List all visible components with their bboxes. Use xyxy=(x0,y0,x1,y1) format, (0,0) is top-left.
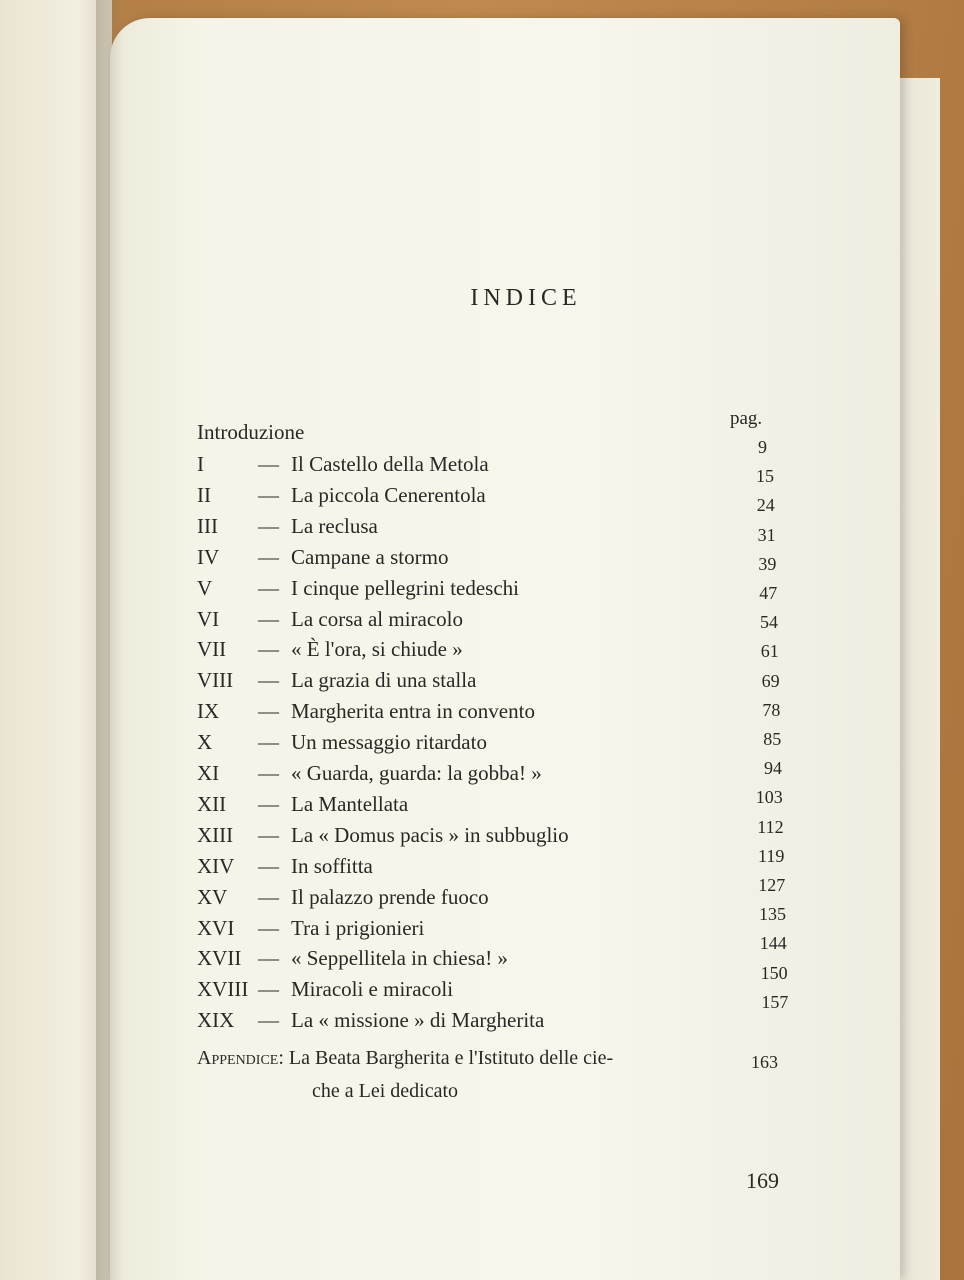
chapter-dash: — xyxy=(258,853,279,878)
chapter-title: Il palazzo prende fuoco xyxy=(291,884,489,909)
chapter-title: « Seppellitela in chiesa! » xyxy=(291,946,508,971)
chapter-dash: — xyxy=(258,946,279,971)
chapter-title: « È l'ora, si chiude » xyxy=(291,637,463,662)
chapter-title: La reclusa xyxy=(291,513,378,538)
toc-page-number: 135 xyxy=(759,904,786,925)
book-gutter xyxy=(96,0,124,1280)
chapter-number: XIV xyxy=(197,853,235,878)
chapter-title: Tra i prigionieri xyxy=(291,915,425,940)
chapter-title: Miracoli e miracoli xyxy=(291,977,454,1002)
toc-page-number: 9 xyxy=(758,437,767,457)
toc-page-number: 47 xyxy=(759,583,778,603)
chapter-title: Il Castello della Metola xyxy=(291,452,489,476)
toc-page-number: 39 xyxy=(758,553,777,574)
toc-page-number: 127 xyxy=(758,875,786,895)
chapter-title: La piccola Cenerentola xyxy=(291,482,486,507)
chapter-dash: — xyxy=(258,606,279,631)
toc-page-number: 144 xyxy=(759,933,787,954)
toc-appendice xyxy=(197,1047,613,1070)
chapter-number: XV xyxy=(197,884,228,909)
book-page xyxy=(110,18,900,1280)
chapter-number: XVI xyxy=(197,915,235,940)
chapter-title: I cinque pellegrini tedeschi xyxy=(291,575,519,600)
toc-page-number: 150 xyxy=(760,962,788,983)
chapter-dash: — xyxy=(258,822,279,847)
chapter-dash: — xyxy=(258,575,279,600)
chapter-dash: — xyxy=(258,884,279,909)
chapter-title: Un messaggio ritardato xyxy=(291,730,487,755)
toc-page-number: 15 xyxy=(756,466,774,487)
toc-page-number: 94 xyxy=(764,758,782,779)
chapter-title: Campane a stormo xyxy=(291,544,449,569)
chapter-number: XII xyxy=(197,791,227,816)
chapter-dash: — xyxy=(258,699,279,724)
pag-label: pag. xyxy=(730,408,763,429)
appendice-title-line2: che a Lei dedicato xyxy=(312,1080,459,1102)
chapter-dash: — xyxy=(258,1008,279,1033)
toc-introduzione: Introduzione xyxy=(197,420,305,444)
chapter-number: XIX xyxy=(197,1008,235,1033)
chapter-number: XVII xyxy=(197,946,242,971)
chapter-number: XIII xyxy=(197,822,234,847)
chapter-number: IX xyxy=(197,699,220,724)
chapter-title: La Mantellata xyxy=(291,791,409,816)
page-title: INDICE xyxy=(470,285,582,311)
chapter-title: In soffitta xyxy=(291,853,373,878)
chapter-number: XI xyxy=(197,761,220,785)
chapter-number: VI xyxy=(197,606,220,631)
toc-page-number: 112 xyxy=(757,816,784,837)
toc-page-number: 119 xyxy=(758,845,785,866)
chapter-dash: — xyxy=(258,544,279,569)
chapter-dash: — xyxy=(258,513,279,538)
chapter-number: II xyxy=(197,482,211,507)
chapter-title: « Guarda, guarda: la gobba! » xyxy=(291,761,542,785)
chapter-dash: — xyxy=(258,761,279,785)
appendice-title-line1: La Beata Bargherita e l'Istituto delle cie- xyxy=(288,1047,614,1069)
chapter-number: IV xyxy=(197,544,220,569)
toc-page-number: 61 xyxy=(760,641,779,662)
toc-page-number: 78 xyxy=(762,699,781,720)
chapter-title: La corsa al miracolo xyxy=(291,606,463,631)
chapter-title: La « Domus pacis » in subbuglio xyxy=(291,822,569,847)
chapter-number: XVIII xyxy=(197,977,249,1002)
chapter-number: VII xyxy=(197,637,227,662)
chapter-number: I xyxy=(197,452,204,476)
toc-page-number: 31 xyxy=(757,524,776,545)
toc-page-number: 103 xyxy=(755,787,783,808)
toc-page-number: 24 xyxy=(756,495,775,516)
chapter-dash: — xyxy=(258,915,279,940)
toc-page-number: 54 xyxy=(760,612,778,633)
chapter-dash: — xyxy=(258,452,279,476)
toc-page-number: 69 xyxy=(761,670,780,691)
chapter-title: La grazia di una stalla xyxy=(291,668,477,693)
chapter-title: La « missione » di Margherita xyxy=(291,1008,545,1033)
chapter-dash: — xyxy=(258,482,279,507)
chapter-dash: — xyxy=(258,977,279,1002)
page-number: 169 xyxy=(746,1168,779,1193)
chapter-number: V xyxy=(197,575,213,600)
chapter-dash: — xyxy=(258,730,279,755)
chapter-dash: — xyxy=(258,668,279,693)
toc-page-number: 163 xyxy=(751,1052,778,1072)
toc-page-number: 157 xyxy=(761,991,789,1012)
toc-page-number: 85 xyxy=(763,729,782,749)
appendice-label: Appendice: xyxy=(197,1047,284,1069)
chapter-dash: — xyxy=(258,791,279,816)
chapter-dash: — xyxy=(258,637,279,662)
chapter-number: III xyxy=(197,513,218,538)
chapter-number: X xyxy=(197,730,213,755)
chapter-number: VIII xyxy=(197,668,234,693)
chapter-title: Margherita entra in convento xyxy=(291,699,535,724)
